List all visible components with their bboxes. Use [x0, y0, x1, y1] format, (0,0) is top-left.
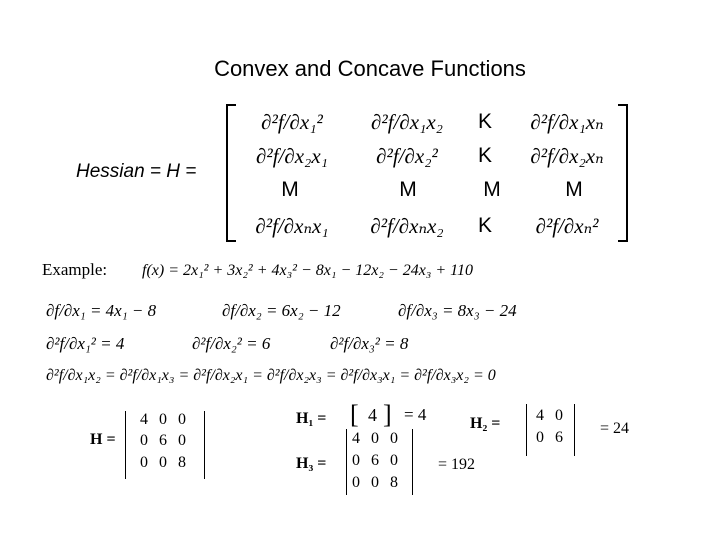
hessian-cell: ∂²f/∂x₂x₁	[256, 144, 328, 168]
matrix-h-label: H =	[90, 431, 116, 448]
matrix-h-row: 4 0 0	[140, 411, 187, 428]
h3-left-bar	[346, 429, 347, 495]
hessian-cell: K	[477, 214, 492, 237]
h2-row: 0 6	[536, 429, 564, 446]
h1-right-bracket: ]	[383, 400, 392, 429]
mixed-derivatives: ∂²f/∂x₁x₂ = ∂²f/∂x₁x₃ = ∂²f/∂x₂x₁ = ∂²f/∂x₂x₃ = ∂²f/∂x₃x₁ = ∂²f/∂x₃x₂ = 0	[46, 367, 496, 384]
example-function: f(x) = 2x₁² + 3x₂² + 4x₃² − 8x₁ − 12x₂ − 24x₃ + 110	[142, 262, 473, 279]
hessian-cell: ∂²f/∂xₙx₁	[255, 214, 329, 238]
h1-result: = 4	[404, 405, 427, 424]
example-label: Example:	[42, 260, 108, 279]
h3-row: 0 6 0	[352, 452, 399, 469]
first-derivative-x3: ∂f/∂x₃ = 8x₃ − 24	[398, 301, 517, 320]
hessian-cell: ∂²f/∂x₁²	[261, 110, 323, 134]
h2-right-bar	[574, 404, 575, 456]
hessian-cell: ∂²f/∂xₙ²	[535, 214, 599, 238]
matrix-h-left-bar	[125, 411, 126, 479]
hessian-cell: ∂²f/∂x₂²	[376, 144, 438, 168]
h1-label: H₁ =	[296, 410, 327, 427]
hessian-cell: M	[399, 178, 417, 201]
first-derivative-x2: ∂f/∂x₂ = 6x₂ − 12	[222, 301, 341, 320]
page-title: Convex and Concave Functions	[214, 56, 526, 81]
second-derivative-x1: ∂²f/∂x₁² = 4	[46, 334, 125, 353]
h2-row: 4 0	[536, 407, 564, 424]
hessian-cell: ∂²f/∂x₂xₙ	[530, 144, 604, 168]
h3-row: 0 0 8	[352, 474, 399, 491]
h2-left-bar	[526, 404, 527, 456]
h3-right-bar	[412, 429, 413, 495]
first-derivative-x1: ∂f/∂x₁ = 4x₁ − 8	[46, 301, 157, 320]
hessian-cell: M	[281, 178, 299, 201]
second-derivative-x3: ∂²f/∂x₃² = 8	[330, 334, 409, 353]
h3-label: H₃ =	[296, 455, 327, 472]
hessian-cell: K	[477, 144, 492, 167]
matrix-h-row: 0 6 0	[140, 432, 187, 449]
hessian-cell: K	[477, 110, 492, 133]
matrix-h-right-bar	[204, 411, 205, 479]
hessian-cell: ∂²f/∂x₁xₙ	[530, 110, 604, 134]
second-derivative-x2: ∂²f/∂x₂² = 6	[192, 334, 271, 353]
h2-label: H₂ =	[470, 415, 501, 432]
h3-result: = 192	[438, 456, 476, 473]
h3-row: 4 0 0	[352, 430, 399, 447]
hessian-label: Hessian = H =	[76, 161, 197, 182]
h1-value: 4	[368, 405, 377, 425]
matrix-h-row: 0 0 8	[140, 454, 187, 471]
hessian-cell: M	[565, 178, 583, 201]
hessian-cell: M	[483, 178, 501, 201]
h2-result: = 24	[600, 420, 630, 437]
hessian-cell: ∂²f/∂x₁x₂	[371, 110, 443, 134]
h1-left-bracket: [	[350, 400, 359, 429]
hessian-cell: ∂²f/∂xₙx₂	[370, 214, 444, 238]
